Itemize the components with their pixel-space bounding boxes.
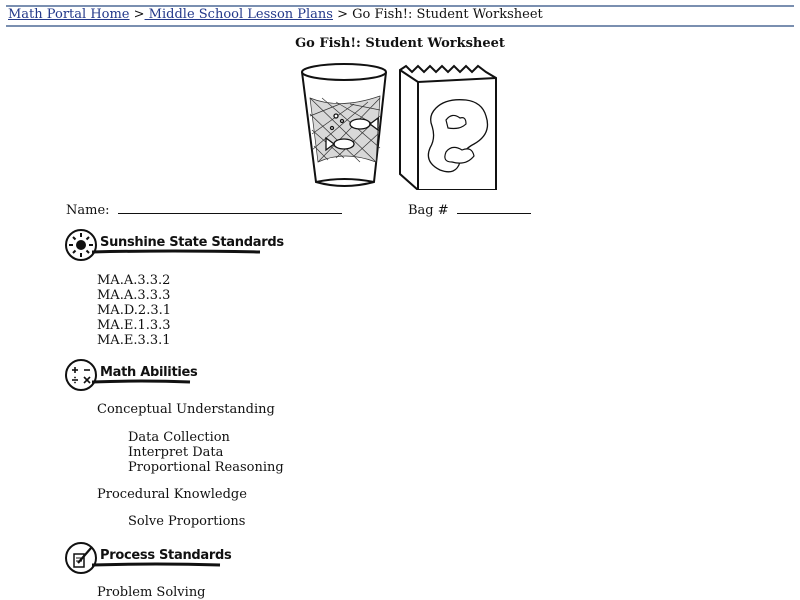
procedural-knowledge-label: Procedural Knowledge bbox=[97, 487, 247, 502]
breadcrumb-link-lesson-plans[interactable]: Middle School Lesson Plans bbox=[144, 7, 333, 22]
cup-and-bag-illustration bbox=[296, 58, 506, 190]
conceptual-understanding-label: Conceptual Understanding bbox=[97, 402, 275, 417]
page-title: Go Fish!: Student Worksheet bbox=[295, 36, 505, 51]
bag-blank[interactable] bbox=[457, 201, 531, 214]
sunshine-standards-title: Sunshine State Standards bbox=[100, 235, 284, 250]
conceptual-list bbox=[128, 430, 284, 475]
list-item: MA.E.1.3.3 bbox=[97, 318, 171, 333]
breadcrumb-link-home[interactable]: Math Portal Home bbox=[8, 7, 130, 22]
process-standards-heading bbox=[64, 541, 234, 575]
list-item: Solve Proportions bbox=[128, 514, 246, 529]
bag-field-row bbox=[408, 201, 531, 218]
breadcrumb-separator: > bbox=[129, 7, 145, 22]
breadcrumb-current: Go Fish!: Student Worksheet bbox=[352, 7, 543, 22]
process-standards-title: Process Standards bbox=[100, 548, 232, 563]
list-item: Data Collection bbox=[128, 430, 230, 445]
list-item: MA.A.3.3.3 bbox=[97, 288, 171, 303]
net-icon bbox=[310, 96, 380, 162]
name-field-row bbox=[66, 201, 342, 218]
bag-label: Bag # bbox=[408, 203, 449, 218]
breadcrumb-separator: > bbox=[332, 7, 353, 22]
sunshine-standards-heading bbox=[64, 228, 284, 262]
problem-solving-label: Problem Solving bbox=[97, 585, 206, 600]
name-blank[interactable] bbox=[118, 201, 342, 214]
standards-list bbox=[97, 273, 171, 348]
math-abilities-heading bbox=[64, 358, 204, 392]
math-abilities-title: Math Abilities bbox=[100, 365, 198, 380]
name-label: Name: bbox=[66, 203, 110, 218]
list-item: Interpret Data bbox=[128, 445, 224, 460]
breadcrumb bbox=[8, 6, 543, 23]
list-item: MA.E.3.3.1 bbox=[97, 333, 171, 348]
list-item: Proportional Reasoning bbox=[128, 460, 284, 475]
procedural-list bbox=[128, 514, 245, 529]
list-item: MA.A.3.3.2 bbox=[97, 273, 171, 288]
paper-bag-icon bbox=[400, 66, 496, 190]
list-item: MA.D.2.3.1 bbox=[97, 303, 172, 318]
